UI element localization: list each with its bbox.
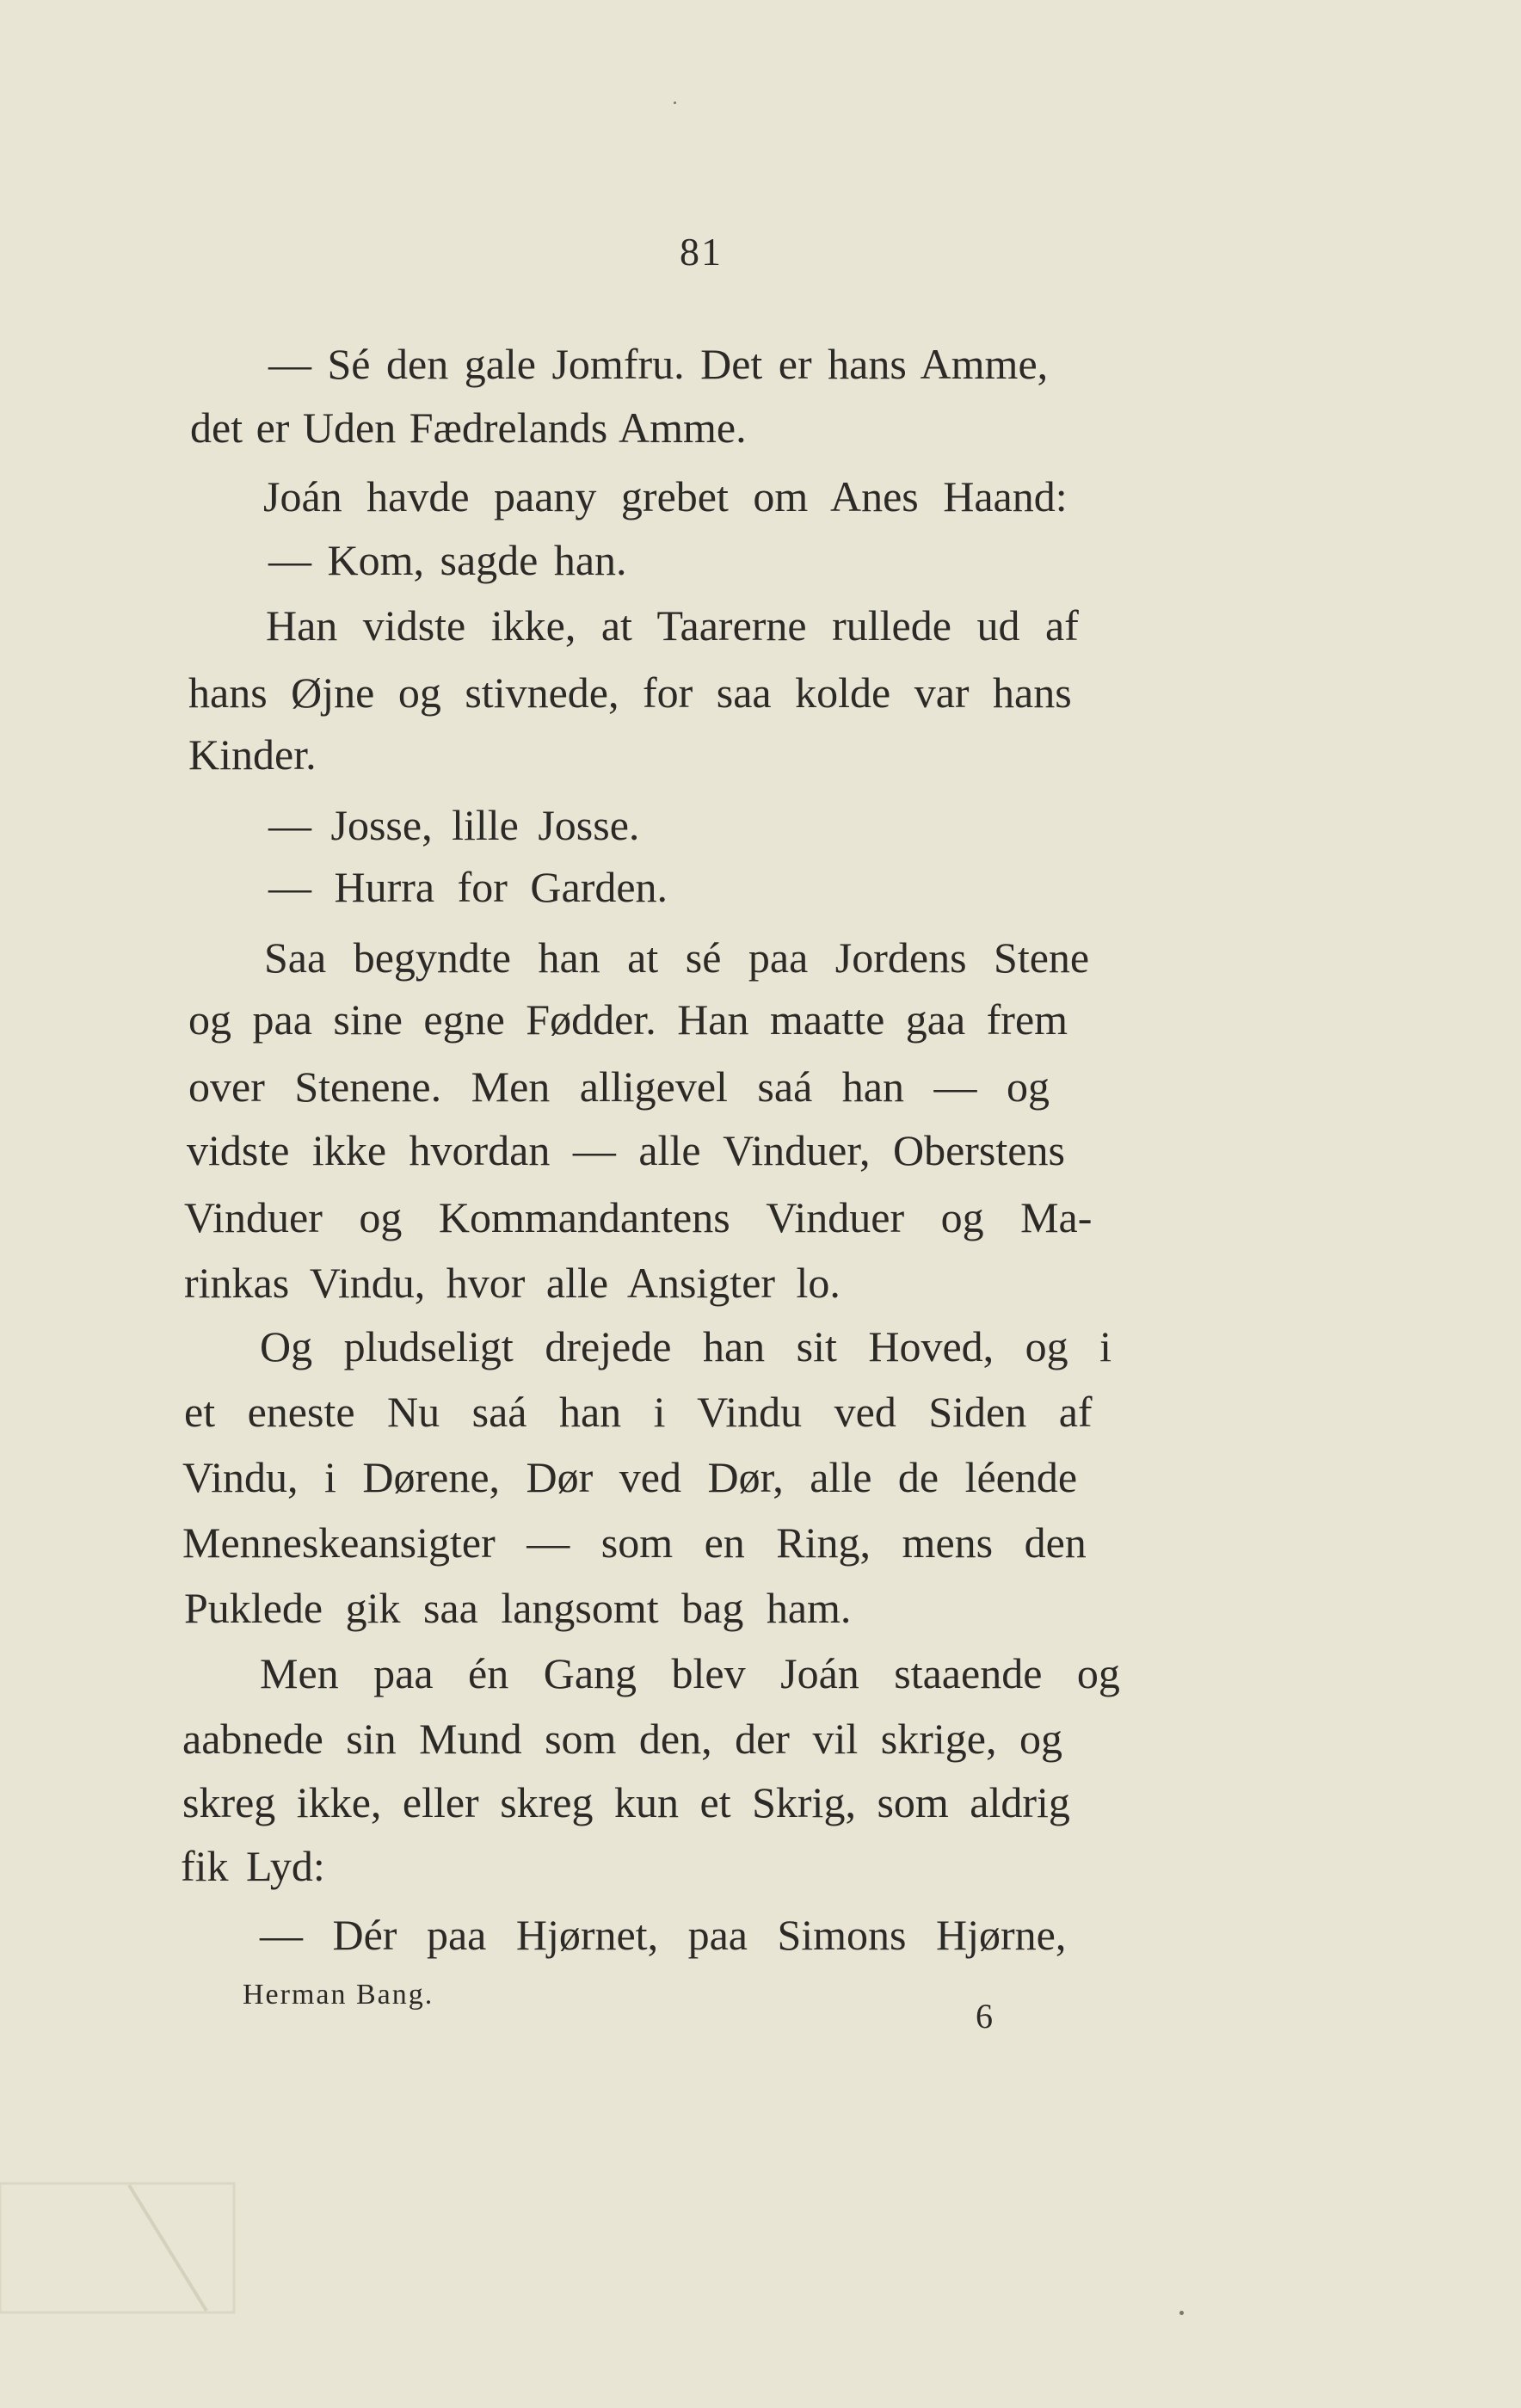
dust-speck (674, 102, 676, 104)
text-line: Vindu, i Dørene, Dør ved Dør, alle de léende (182, 1453, 1078, 1501)
text-line: Kinder. (188, 730, 317, 779)
sheet-number: 6 (976, 1997, 993, 2035)
text-line: — Sé den gale Jomfru. Det er hans Amme, (268, 340, 1049, 388)
text-line: Og pludseligt drejede han sit Hoved, og i (260, 1322, 1112, 1370)
text-line: skreg ikke, eller skreg kun et Skrig, som aldrig (182, 1778, 1070, 1826)
text-line: Menneskeansigter — som en Ring, mens den (182, 1518, 1087, 1567)
text-line: Han vidste ikke, at Taarerne rullede ud af (266, 601, 1079, 650)
text-line: Men paa én Gang blev Joán staaende og (260, 1649, 1120, 1697)
text-line: et eneste Nu saá han i Vindu ved Siden af (184, 1388, 1093, 1436)
text-line: fik Lyd: (181, 1842, 325, 1890)
text-line: — Dér paa Hjørnet, paa Simons Hjørne, (260, 1911, 1067, 1959)
text-line: hans Øjne og stivnede, for saa kolde var hans (188, 668, 1072, 717)
text-line: aabnede sin Mund som den, der vil skrige, og (182, 1715, 1062, 1763)
text-line: — Kom, sagde han. (268, 536, 627, 584)
text-line: Vinduer og Kommandantens Vinduer og Ma- (184, 1193, 1093, 1241)
text-line: vidste ikke hvordan — alle Vinduer, Oberstens (187, 1126, 1065, 1174)
text-line: — Hurra for Garden. (268, 863, 668, 911)
text-line: rinkas Vindu, hvor alle Ansigter lo. (184, 1259, 841, 1307)
dust-speck (1179, 2311, 1184, 2315)
text-line: og paa sine egne Fødder. Han maatte gaa frem (188, 995, 1068, 1044)
text-line: Joán havde paany grebet om Anes Haand: (263, 472, 1068, 520)
author-signature: Herman Bang. (243, 1979, 434, 2011)
corner-paper-mark (0, 2177, 237, 2314)
text-line: — Josse, lille Josse. (268, 801, 640, 849)
page-number: 81 (680, 230, 723, 274)
text-line: over Stenene. Men alligevel saá han — og (188, 1062, 1050, 1111)
text-line: Saa begyndte han at sé paa Jordens Stene (264, 933, 1090, 982)
text-line: det er Uden Fædrelands Amme. (190, 403, 747, 452)
text-line: Puklede gik saa langsomt bag ham. (184, 1584, 852, 1632)
